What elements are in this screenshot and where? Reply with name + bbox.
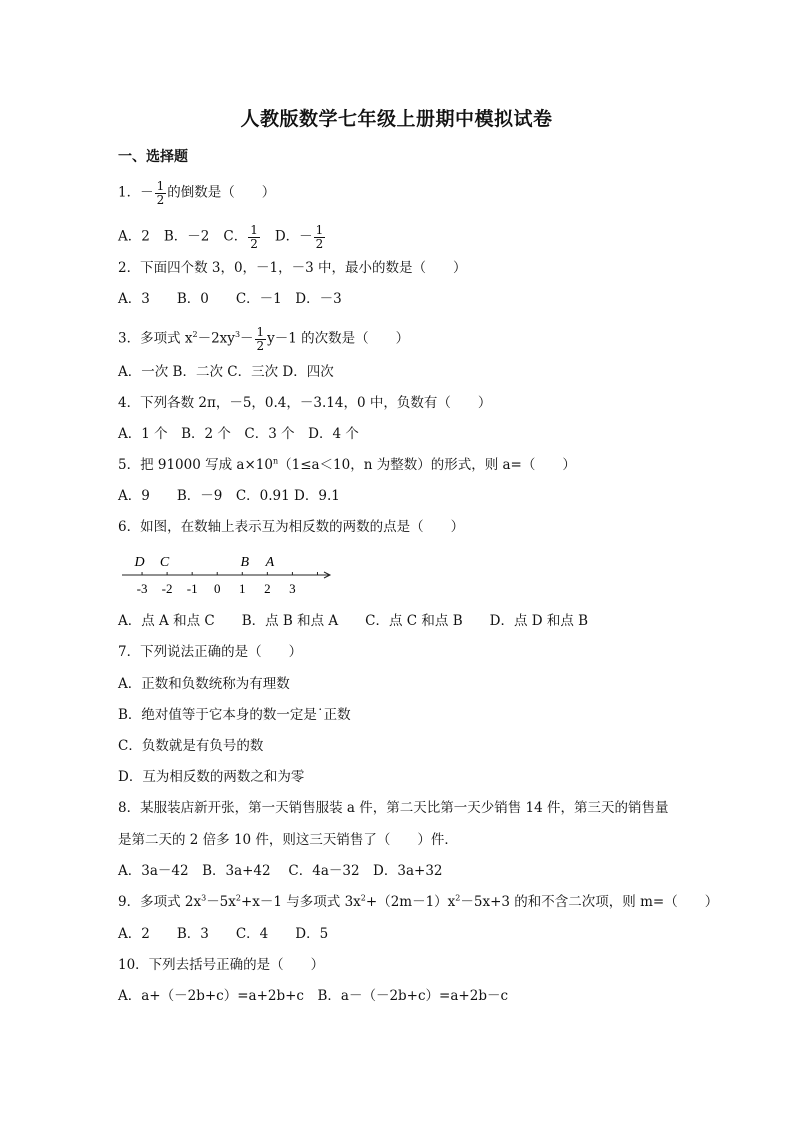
question-1: 1．－ $\frac{1}{2}$ 的倒数是（ ） [118,179,276,207]
question-6-options: A．点 A 和点 C B．点 B 和点 A C．点 C 和点 B D．点 D 和点 B [118,613,589,629]
question-7: 7．下列说法正确的是（ ） [118,644,303,660]
question-3-options: A．一次 B．二次 C．三次 D．四次 [118,364,334,380]
question-10: 10．下列去括号正确的是（ ） [118,957,325,973]
question-4: 4．下列各数 2π，－5，0.4，－3.14，0 中，负数有（ ） [118,395,492,411]
question-1-options: A．2 B．－2 C． $\frac{1}{2}$ D．－ $\frac{1}{2}$ [118,223,324,251]
question-2-options: A．3 B．0 C．－1 D．－3 [118,291,342,307]
axis-tick-label: 0 [213,581,221,596]
question-6: 6．如图，在数轴上表示互为相反数的两数的点是（ ） [118,519,465,535]
axis-tick-label: -3 [136,581,148,596]
question-8-line-2: 是第二天的 2 倍多 10 件，则这三天销售了（ ）件． [118,832,458,848]
question-9: 9．多项式 $2x^3-5x^2+x-1$ 与多项式 $3x^2+(2m-1)x^2-5x+3$ 的和不含二次项，则 m=（ ） [118,893,719,910]
axis-tick-label: 1 [239,581,246,596]
section-heading: 一、选择题 [118,149,188,165]
page-title: 人教版数学七年级上册期中模拟试卷 [240,108,553,130]
question-7-option-a: A．正数和负数统称为有理数 [118,676,290,692]
number-line-figure [118,548,348,598]
question-10-options: A．a+（－2b+c）=a+2b+c B．a－（－2b+c）=a+2b－c [118,988,509,1004]
point-label-b: B [240,555,250,570]
axis-tick-label: 2 [264,581,271,596]
question-2: 2．下面四个数 3，0，－1，－3 中，最小的数是（ ） [118,260,467,276]
axis-tick-label: -2 [161,581,173,596]
question-7-option-c: C．负数就是有负号的数 [118,738,264,754]
question-5: 5．把 91000 写成 $a\times 10^n(1\le a<10$，n 为整数）的形式，则 a=（ ） [118,456,576,473]
question-8-options: A．3a－42 B．3a+42 C．4a－32 D．3a+32 [118,863,443,879]
axis-tick-label: -1 [186,581,198,596]
question-7-option-d: D．互为相反数的两数之和为零 [118,769,305,785]
question-4-options: A．1 个 B．2 个 C．3 个 D．4 个 [118,426,359,442]
point-label-d: D [134,555,145,570]
question-9-options: A．2 B．3 C．4 D．5 [118,926,329,942]
point-label-a: A [265,555,275,570]
axis-tick-label: 3 [289,581,296,596]
fraction: $\frac{1}{2}$ [156,179,165,207]
question-3: 3．多项式 $x^2-2xy^3-$ $\frac{1}{2}$ y－1 的次数是（ ） [118,325,410,353]
question-7-option-b: B．绝对值等于它本身的数一定是˙正数 [118,707,351,723]
point-label-c: C [159,555,170,570]
question-5-options: A．9 B．－9 C．0.91 D．9.1 [118,488,340,504]
question-8-line-1: 8．某服装店新开张，第一天销售服装 a 件，第二天比第一天少销售 14 件，第三天的销售量 [118,800,669,816]
